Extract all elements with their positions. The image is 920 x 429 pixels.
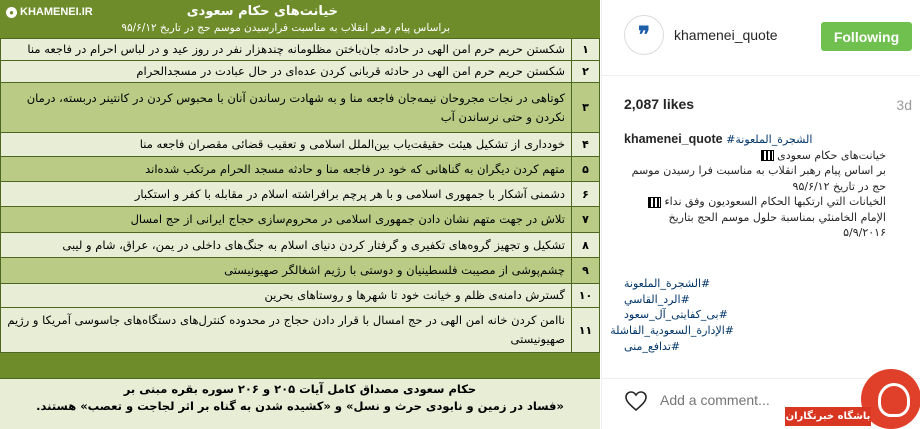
caption-text: الخيانات التي ارتكبها الحكام السعوديون وفق نداء (664, 195, 886, 208)
table-row (1, 308, 600, 353)
betrayal-table (0, 38, 600, 353)
row-number: ۵ (572, 157, 600, 182)
table-row (1, 207, 600, 233)
logo-mark-icon: ● (6, 7, 17, 18)
row-text: تشکیل و تجهیز گروه‌های تکفیری و گرفتار کردن دنیای اسلام به جنگ‌های داخلی در یمن، عراق، شام و لیبی (1, 233, 572, 258)
row-number: ۱۰ (572, 284, 600, 308)
quote-logo-icon: ❞ (638, 22, 650, 48)
iran-flag-icon (761, 150, 774, 161)
hashtag-link[interactable]: #بی_کفایتی_آل_سعود (624, 308, 728, 322)
avatar[interactable] (624, 15, 664, 55)
caption-text: خیانت‌های حکام سعودی (777, 148, 886, 162)
caption-line: حج در تاریخ ۹۵/۶/۱۲ (792, 179, 886, 193)
post-header (602, 0, 920, 76)
row-number: ۸ (572, 233, 600, 258)
watermark-badge (782, 369, 920, 429)
image-header (0, 0, 600, 38)
row-number: ۱۱ (572, 308, 600, 353)
row-text: تلاش در جهت متهم نشان دادن جمهوری اسلامی در محروم‌سازی حجاج ایرانی از حج امسال (1, 207, 572, 233)
row-number: ۷ (572, 207, 600, 233)
table-row (1, 182, 600, 207)
row-text: گسترش دامنه‌ی ظلم و خیانت خود تا شهرها و روستاهای بحرین (1, 284, 572, 308)
image-footer (0, 378, 600, 429)
footer-line: «فساد در زمین و نابودی حرث و نسل» و «کشیده شدن به گناه بر اثر لجاجت و تعصب» هستند. (36, 399, 564, 413)
table-row (1, 258, 600, 284)
heart-icon[interactable] (624, 389, 648, 413)
logo-text: KHAMENEI.IR (20, 6, 93, 18)
row-number: ۱ (572, 39, 600, 61)
table-row (1, 233, 600, 258)
post-sidebar (601, 0, 920, 429)
hashtag-link[interactable]: #الإدارة_السعودية_الفاشلة (610, 324, 734, 338)
hashtag-link[interactable]: #تدافع_منی (624, 339, 681, 353)
row-number: ۴ (572, 133, 600, 157)
table-row (1, 157, 600, 182)
username-link[interactable]: khamenei_quote (674, 27, 778, 43)
following-button[interactable]: Following (821, 22, 912, 51)
caption-hashtag[interactable]: #الشجرة_الملعونة (726, 133, 813, 146)
hashtag-list (610, 276, 734, 355)
caption (624, 132, 918, 241)
hashtag-link[interactable]: #الرد_القاسي (624, 292, 690, 306)
footer-line: حکام سعودی مصداق کامل آیات ۲۰۵ و ۲۰۶ سوره بقره مبنی بر (123, 382, 477, 396)
table-row (1, 61, 600, 83)
caption-line (624, 194, 886, 210)
row-text: چشم‌پوشی از مصیبت فلسطینیان و دوستی با رژیم اشغالگر صهیونیستی (1, 258, 572, 284)
post-age[interactable]: 3d (896, 97, 912, 113)
image-subtitle: براساس پیام رهبر انقلاب به مناسبت فرارسیدن موسم حج در تاریخ ۹۵/۶/۱۲ (121, 22, 450, 34)
table-row (1, 133, 600, 157)
site-logo (6, 6, 93, 18)
table-row (1, 284, 600, 308)
row-text: شکستن حریم حرم امن الهی در حادثه قربانی کردن عده‌ای در حال عبادت در مسجدالحرام (1, 61, 572, 83)
row-number: ۶ (572, 182, 600, 207)
row-text: ناامن کردن خانه امن الهی در حج امسال با قرار دادن حجاج در محدوده کنترل‌های دستگاه‌های جاسوسی آمریکا و رژیم صهیونیستی (1, 308, 572, 353)
row-text: خودداری از تشکیل هیئت حقیقت‌یاب بین‌الملل اسلامی و تعقیب قضائی مقصران فاجعه منا (1, 133, 572, 157)
row-number: ۲ (572, 61, 600, 83)
caption-line (624, 148, 886, 164)
row-text: دشمنی آشکار با جمهوری اسلامی و با هر پرچم برافراشته اسلام در مقابله با کفر و استکبار (1, 182, 572, 207)
caption-line: الإمام الخامنئي بمناسبة حلول موسم الحج بتاريخ (668, 210, 886, 224)
table-row (1, 83, 600, 133)
row-text: شکستن حریم حرم امن الهی در حادثه جان‌باختن مظلومانه چندهزار نفر در روز عید و در لباس احرام در فاجعه منا (1, 39, 572, 61)
caption-line: ۵/۹/۲۰۱۶ (843, 226, 886, 239)
row-number: ۹ (572, 258, 600, 284)
row-number: ۳ (572, 83, 600, 133)
comment-input[interactable] (660, 389, 800, 411)
row-text: کوتاهی در نجات مجروحان نیمه‌جان فاجعه منا و به شهادت رساندن آنان با محبوس کردن در کانتینر دربسته، درمان نکردن و حتی نرساندن آب (1, 83, 572, 133)
table-row (1, 39, 600, 61)
caption-username[interactable]: khamenei_quote (624, 132, 723, 146)
image-title: خیانت‌های حکام سعودی (186, 4, 338, 19)
likes-count[interactable]: 2,087 likes (624, 96, 695, 112)
hashtag-link[interactable]: #الشجرة_الملعونة (624, 277, 711, 290)
saudi-flag-icon (648, 197, 661, 208)
row-text: متهم کردن دیگران به گناهانی که خود در فاجعه منا و حادثه مسجد الحرام مرتکب شده‌اند (1, 157, 572, 182)
caption-line: بر اساس پیام رهبر انقلاب به مناسبت فرا رسیدن موسم (631, 164, 886, 177)
badge-label: باشگاه خبرنگاران (785, 407, 871, 426)
